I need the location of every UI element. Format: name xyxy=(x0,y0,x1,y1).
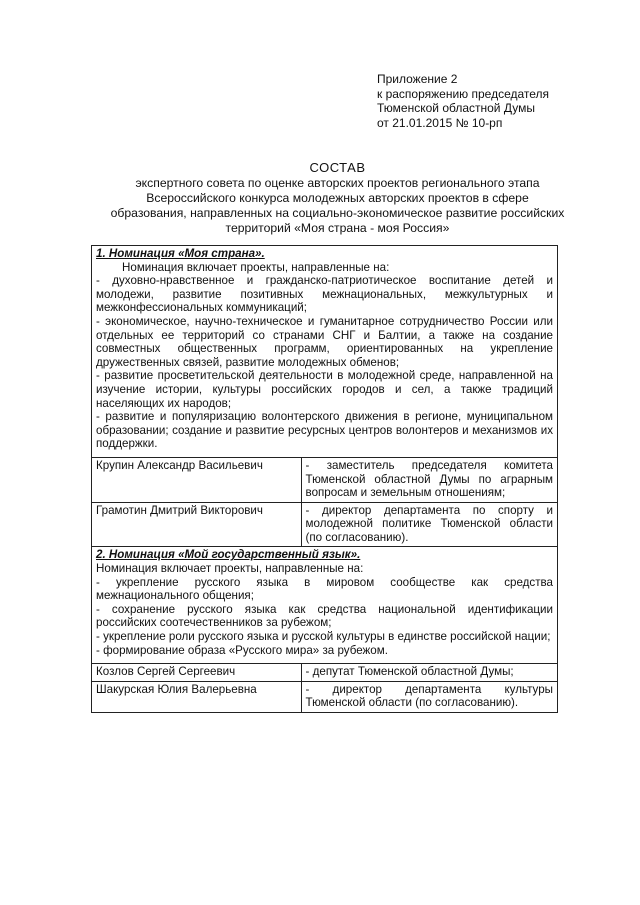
nomination-item: - развитие и популяризацию волонтерского движения в регионе, муниципальном образовании; создание и развитие ресурсных центров волонтеров и механизмов их поддержки. xyxy=(96,410,553,451)
title-line: экспертного совета по оценке авторских проектов регионального этапа xyxy=(135,176,540,190)
nomination-intro: Номинация включает проекты, направленные на: xyxy=(122,260,390,274)
member-position: - заместитель председателя комитета Тюменской областной Думы по аграрным вопросам и земельным отношениям; xyxy=(301,457,557,502)
annex-header xyxy=(377,72,617,130)
nomination-item: - духовно-нравственное и гражданско-патриотическое воспитание детей и молодежи, развитие позитивных межнациональных, межкультурных и межконфессиональных коммуникаций; xyxy=(96,274,553,315)
member-row xyxy=(92,502,558,547)
annex-line: к распоряжению председателя xyxy=(377,86,550,101)
title-line: Всероссийского конкурса молодежных авторских проектов в сфере xyxy=(146,191,529,205)
member-name: Грамотин Дмитрий Викторович xyxy=(92,502,302,547)
nomination-item: - укрепление русского языка в мировом сообществе как средства межнационального общения; xyxy=(96,575,553,603)
member-name: Шакурская Юлия Валерьевна xyxy=(92,681,302,712)
member-position: - депутат Тюменской областной Думы; xyxy=(301,664,557,682)
nomination-cell xyxy=(92,547,558,664)
nomination-row xyxy=(92,547,558,664)
member-position: - директор департамента по спорту и молодежной политике Тюменской области (по согласованию). xyxy=(301,502,557,547)
nomination-title: 1. Номинация «Моя страна». xyxy=(96,247,265,260)
nomination-cell xyxy=(92,246,558,458)
member-name: Козлов Сергей Сергеевич xyxy=(92,664,302,682)
document-title xyxy=(80,160,595,236)
member-row xyxy=(92,664,558,682)
nomination-item: - экономическое, научно-техническое и гуманитарное сотрудничество России или отдельных ее территорий со странами СНГ и Балтии, а также на создание совместных общественных программ, ориентированных на укрепление дружественных связей, развитие молодежных обменов; xyxy=(96,314,553,369)
nomination-intro: Номинация включает проекты, направленные на: xyxy=(96,562,364,576)
annex-line: Тюменской областной Думы xyxy=(377,101,535,115)
member-position: - директор департамента культуры Тюменской области (по согласованию). xyxy=(301,681,557,712)
nomination-item: - укрепление роли русского языка и русской культуры в единстве российской нации; xyxy=(96,630,551,644)
annex-line: от 21.01.2015 № 10-рп xyxy=(377,115,503,130)
nomination-item: - сохранение русского языка как средства национальной идентификации российских соотечественников за рубежом; xyxy=(96,602,553,630)
member-row xyxy=(92,681,558,712)
nomination-item: - развитие просветительской деятельности в молодежной среде, направленной на изучение истории, культуры российских городов и сел, а также традиций населяющих их народов; xyxy=(96,369,553,410)
nomination-title: 2. Номинация «Мой государственный язык». xyxy=(96,548,361,562)
council-table xyxy=(91,245,558,713)
member-name: Крупин Александр Васильевич xyxy=(92,457,302,502)
title-line: образования, направленных на социально-экономическое развитие российских xyxy=(110,206,565,220)
nomination-item: - формирование образа «Русского мира» за рубежом. xyxy=(96,643,388,657)
nomination-row xyxy=(92,246,558,458)
title-line: территорий «Моя страна - моя Россия» xyxy=(225,221,450,235)
member-row xyxy=(92,457,558,502)
annex-line: Приложение 2 xyxy=(377,72,458,86)
title-heading: СОСТАВ xyxy=(309,160,366,175)
